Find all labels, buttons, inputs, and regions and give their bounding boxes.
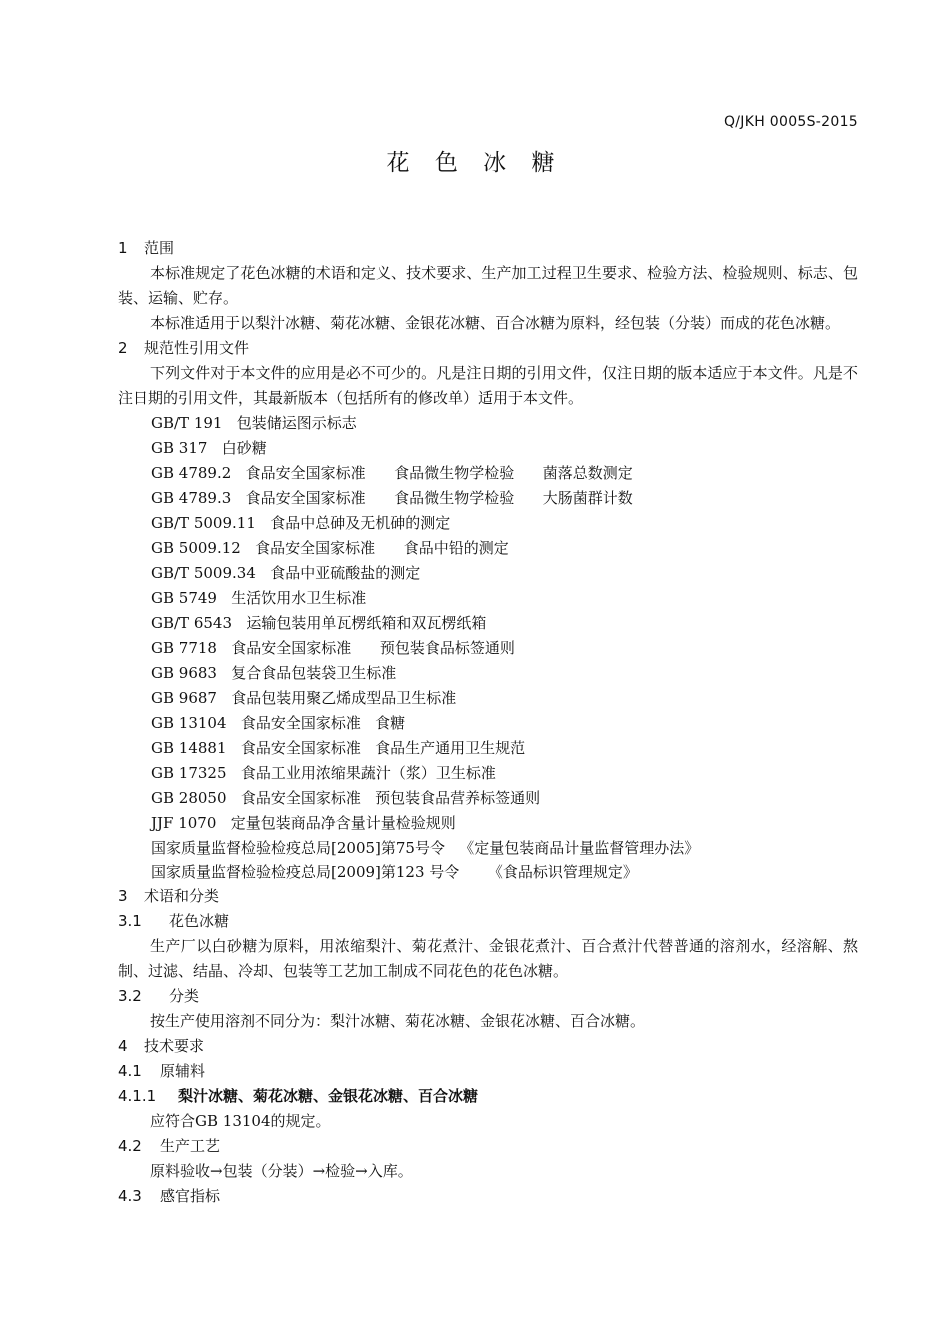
reference-code: GB/T 6543	[151, 614, 233, 632]
section-3-2-paragraph: 按生产使用溶剂不同分为：梨汁冰糖、菊花冰糖、金银花冰糖、百合冰糖。	[150, 1012, 646, 1030]
reference-code: GB 4789.3	[151, 489, 232, 507]
reference-item	[118, 661, 858, 686]
section-4-2-paragraph: 原料验收→包装（分装）→检验→入库。	[150, 1162, 413, 1180]
section-1-paragraph-2: 本标准适用于以梨汁冰糖、菊花冰糖、金银花冰糖、百合冰糖为原料，经包装（分装）而成的花色冰糖。	[150, 314, 841, 332]
reference-code: GB 17325	[151, 764, 227, 782]
reference-code: GB 7718	[151, 639, 217, 657]
section-4-3-heading: 4.3 感官指标	[118, 1187, 221, 1205]
reference-title: 定量包装商品净含量计量检验规则	[230, 814, 456, 832]
reference-code: GB 5749	[151, 589, 217, 607]
reference-title: 食品包装用聚乙烯成型品卫生标准	[231, 689, 457, 707]
reference-title: 复合食品包装袋卫生标准	[231, 664, 397, 682]
section-4-2-heading: 4.2 生产工艺	[118, 1137, 221, 1155]
reference-title: 食品安全国家标准 预包装食品标签通则	[231, 639, 515, 657]
reference-code: GB 5009.12	[151, 539, 241, 557]
reference-item	[118, 711, 858, 736]
reference-item	[118, 611, 858, 636]
standard-code: Q/JKH 0005S-2015	[723, 114, 858, 130]
reference-title: 食品安全国家标准 食品生产通用卫生规范	[240, 739, 526, 757]
section-3-1-heading: 3.1 花色冰糖	[118, 912, 230, 930]
section-4-1-heading: 4.1 原辅料	[118, 1062, 206, 1080]
section-1-heading: 1 范围	[118, 239, 175, 257]
reference-code: JJF 1070	[151, 814, 217, 832]
reference-item	[118, 686, 858, 711]
section-4-1-1-paragraph: 应符合GB 13104的规定。	[150, 1112, 331, 1130]
section-3-1-paragraph: 生产厂以白砂糖为原料，用浓缩梨汁、菊花煮汁、金银花煮汁、百合煮汁代替普通的溶剂水，经溶解、熬制、过滤、结晶、冷却、包装等工艺加工制成不同花色的花色冰糖。	[118, 937, 858, 980]
reference-code: GB 28050	[151, 789, 227, 807]
reference-item	[118, 561, 858, 586]
reference-title: 运输包装用单瓦楞纸箱和双瓦楞纸箱	[246, 614, 487, 632]
section-3-2-heading: 3.2 分类	[118, 987, 200, 1005]
section-2-paragraph: 下列文件对于本文件的应用是必不可少的。凡是注日期的引用文件，仅注日期的版本适应于本文件。凡是不注日期的引用文件，其最新版本（包括所有的修改单）适用于本文件。	[118, 364, 858, 407]
reference-code: GB 9683	[151, 664, 217, 682]
reference-item	[118, 636, 858, 661]
reference-code: GB 9687	[151, 689, 217, 707]
reference-code: GB/T 5009.34	[151, 564, 256, 582]
reference-item	[118, 786, 858, 811]
section-3-heading: 3 术语和分类	[118, 887, 220, 905]
reference-title: 白砂糖	[221, 439, 267, 457]
reference-title: 食品安全国家标准 食品微生物学检验 菌落总数测定	[245, 464, 633, 482]
reference-list	[118, 411, 858, 836]
section-1-paragraph-1: 本标准规定了花色冰糖的术语和定义、技术要求、生产加工过程卫生要求、检验方法、检验规则、标志、包装、运输、贮存。	[118, 264, 858, 307]
reference-item	[118, 586, 858, 611]
reference-title: 包装储运图示标志	[236, 414, 357, 432]
reference-code: GB 14881	[151, 739, 227, 757]
reference-title: 食品中亚硫酸盐的测定	[270, 564, 421, 582]
section-4-1-1-heading: 4.1.1 梨汁冰糖、菊花冰糖、金银花冰糖、百合冰糖	[118, 1087, 479, 1105]
reference-title: 食品安全国家标准 食糖	[240, 714, 406, 732]
reference-code: GB 317	[151, 439, 208, 457]
reference-code: GB 4789.2	[151, 464, 232, 482]
reference-item	[118, 761, 858, 786]
reference-item	[118, 511, 858, 536]
reference-code: GB 13104	[151, 714, 227, 732]
document-body	[118, 236, 858, 1209]
reference-item	[118, 486, 858, 511]
reference-item	[118, 411, 858, 436]
reference-item	[118, 461, 858, 486]
reference-title: 食品中总砷及无机砷的测定	[270, 514, 451, 532]
document-title: 花 色 冰 糖	[386, 150, 564, 176]
reference-title: 食品安全国家标准 食品微生物学检验 大肠菌群计数	[245, 489, 633, 507]
section-4-heading: 4 技术要求	[118, 1037, 205, 1055]
reference-title: 食品安全国家标准 预包装食品营养标签通则	[240, 789, 541, 807]
decree-1: 国家质量监督检验检疫总局[2005]第75号令 《定量包装商品计量监督管理办法》	[151, 839, 700, 857]
reference-item	[118, 736, 858, 761]
decree-2: 国家质量监督检验检疫总局[2009]第123 号令 《食品标识管理规定》	[151, 863, 638, 881]
reference-item	[118, 436, 858, 461]
reference-item	[118, 536, 858, 561]
reference-title: 食品工业用浓缩果蔬汁（浆）卫生标准	[240, 764, 496, 782]
reference-code: GB/T 5009.11	[151, 514, 256, 532]
reference-item	[118, 811, 858, 836]
section-2-heading: 2 规范性引用文件	[118, 339, 250, 357]
reference-title: 生活饮用水卫生标准	[231, 589, 367, 607]
reference-title: 食品安全国家标准 食品中铅的测定	[255, 539, 509, 557]
reference-code: GB/T 191	[151, 414, 223, 432]
